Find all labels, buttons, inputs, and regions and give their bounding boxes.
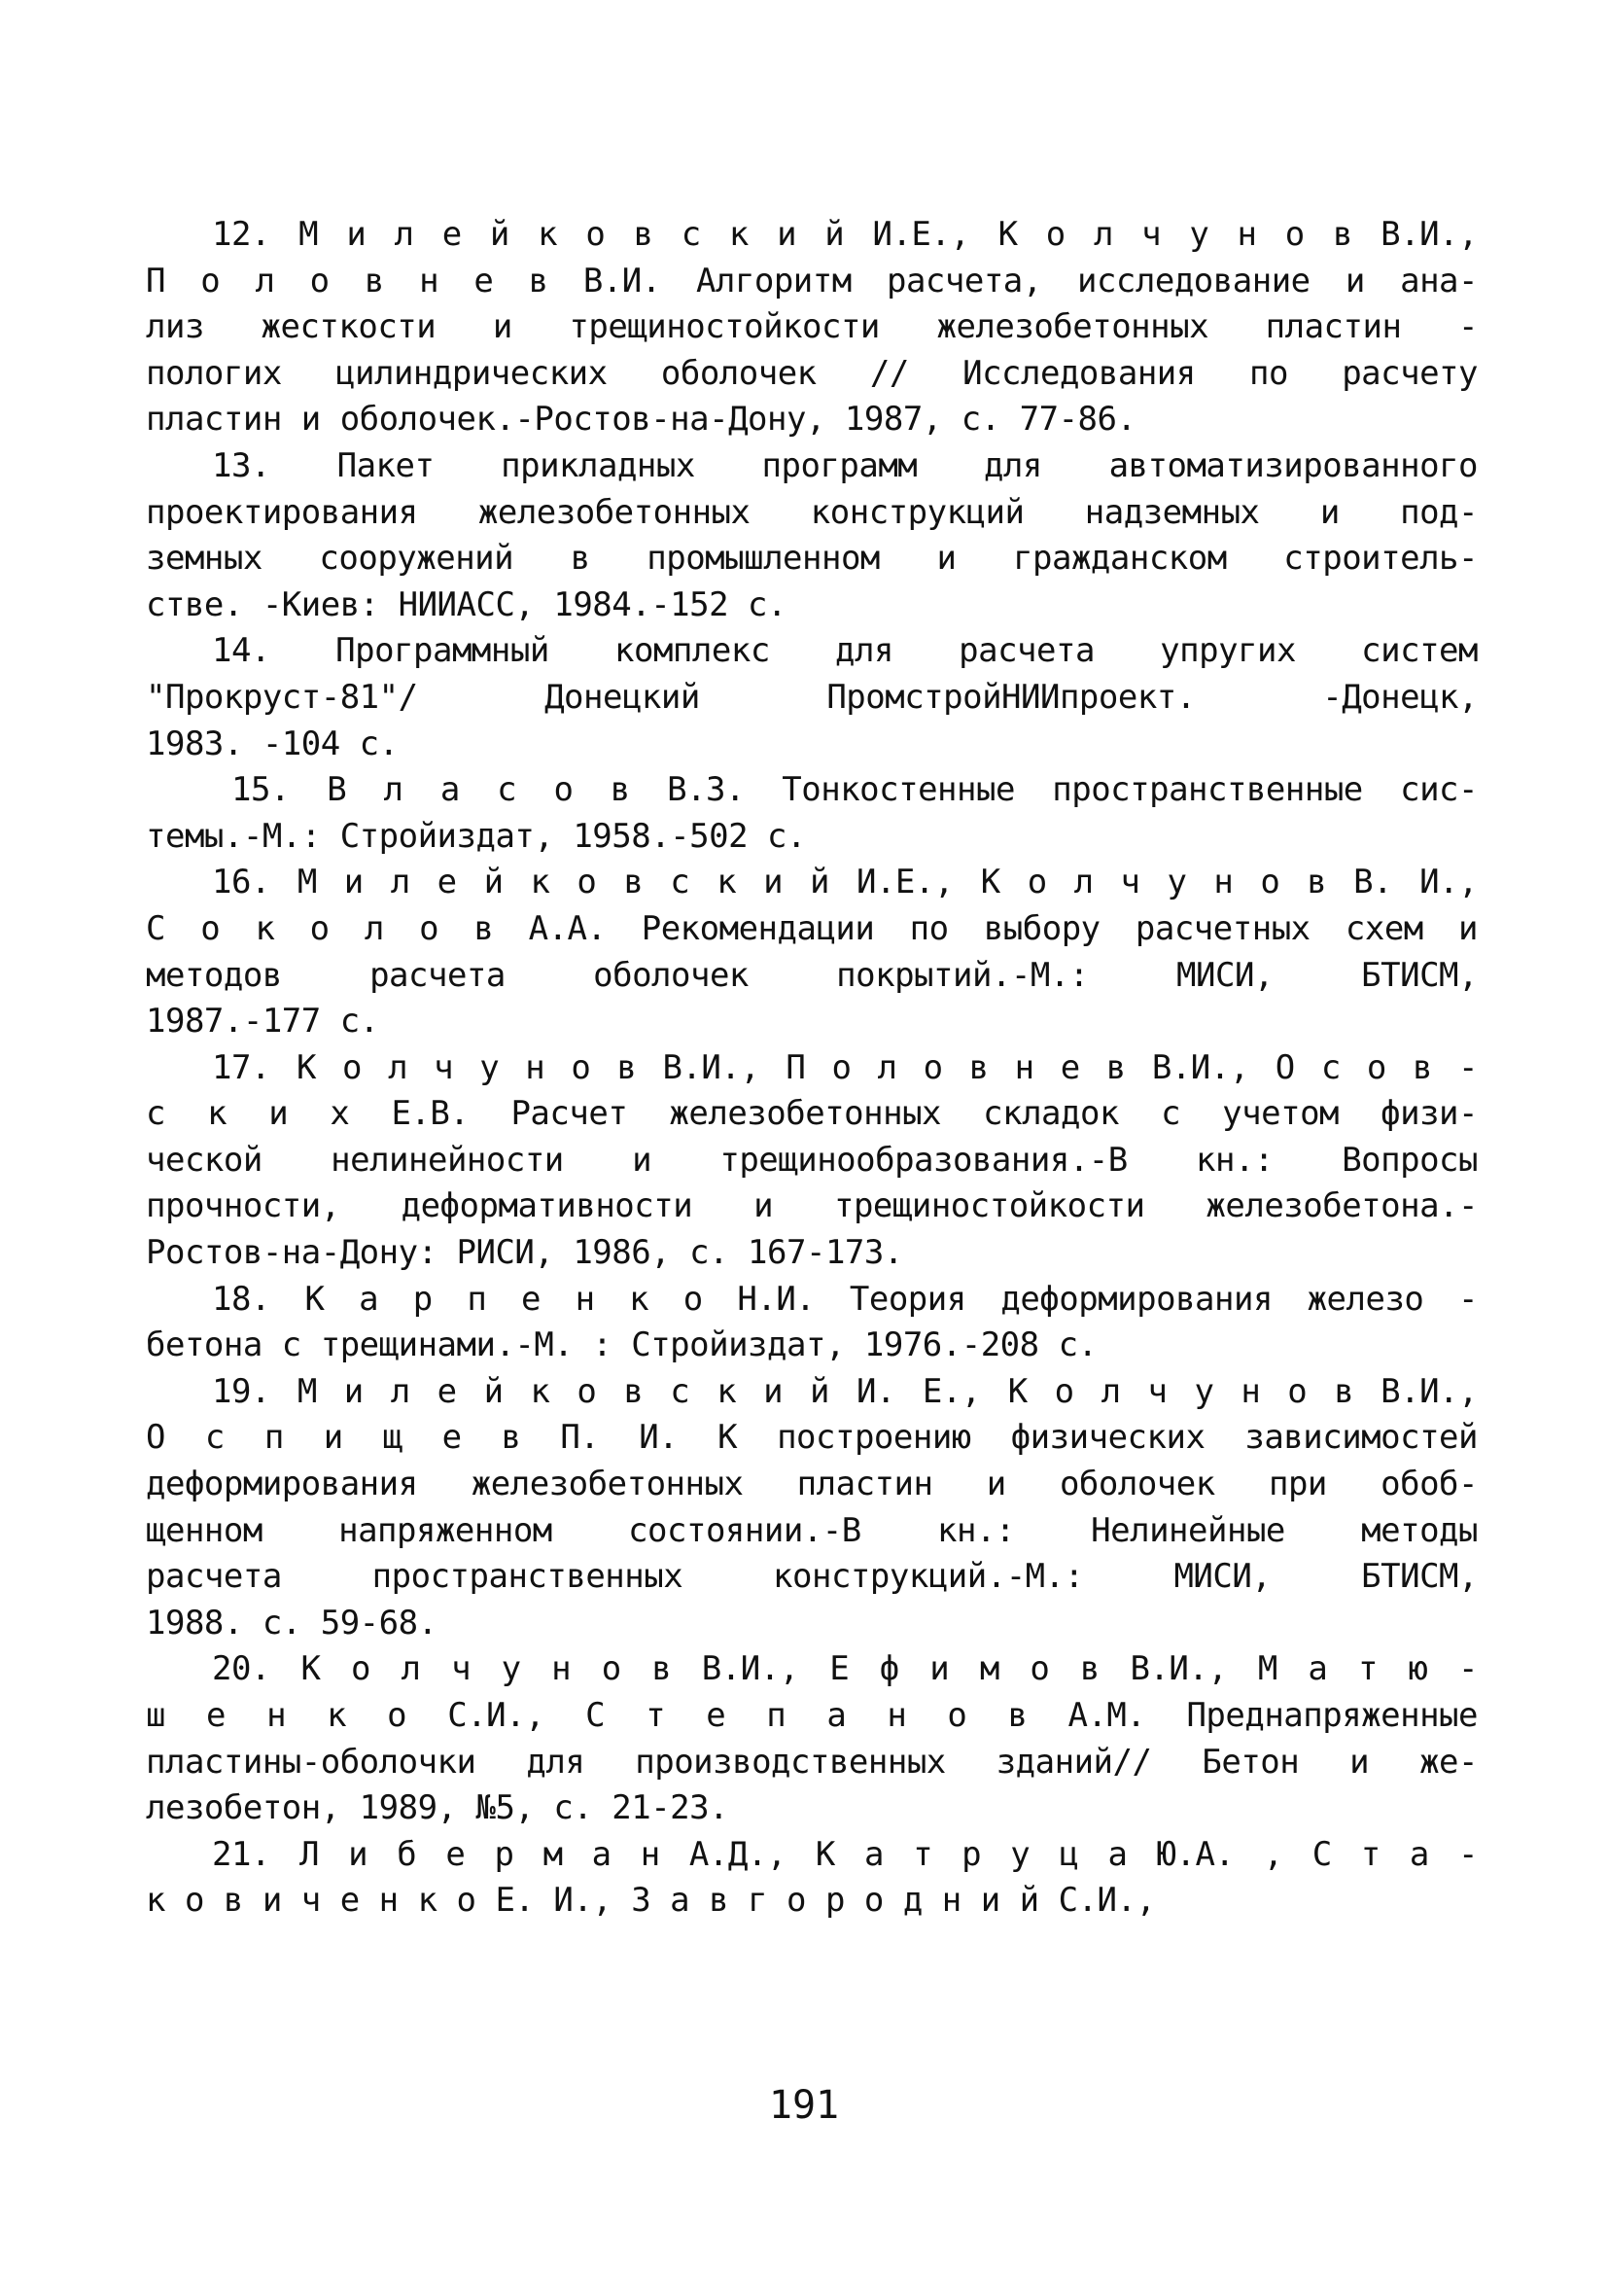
reference-line: 18. К а р п е н к о Н.И. Теория деформирования железо - — [212, 1279, 1478, 1319]
reference-line: С о к о л о в А.А. Рекомендации по выбору расчетных схем и — [146, 908, 1478, 948]
reference-line: щенном напряженном состоянии.-В кн.: Нелинейные методы — [146, 1510, 1478, 1550]
reference-line: пологих цилиндрических оболочек // Исследования по расчету — [146, 353, 1478, 393]
reference-line: 1983. -104 с. — [146, 724, 399, 763]
reference-line: "Прокруст-81"/ Донецкий ПромстройНИИпроект. -Донецк, — [146, 677, 1478, 717]
reference-line: прочности, деформативности и трещиностойкости железобетона.- — [146, 1186, 1478, 1226]
reference-list — [146, 212, 1478, 1925]
reference-line: с к и х Е.В. Расчет железобетонных складок с учетом физи- — [146, 1094, 1478, 1134]
reference-item-16 — [146, 860, 1478, 1044]
reference-line: ш е н к о С.И., С т е п а н о в А.М. Преднапряженные — [146, 1696, 1478, 1735]
reference-item-15 — [146, 767, 1478, 860]
reference-item-12 — [146, 212, 1478, 443]
reference-line: 15. В л а с о в В.З. Тонкостенные пространственные сис- — [231, 770, 1478, 810]
reference-item-21 — [146, 1832, 1478, 1925]
page-number: 191 — [768, 2083, 840, 2128]
reference-line: 13. Пакет прикладных программ для автоматизированного — [212, 445, 1478, 485]
reference-item-18 — [146, 1277, 1478, 1369]
reference-line: пластины-оболочки для производственных зданий// Бетон и же- — [146, 1742, 1478, 1782]
reference-line: проектирования железобетонных конструкций надземных и под- — [146, 492, 1478, 532]
reference-line: О с п и щ е в П. И. К построению физических зависимостей — [146, 1418, 1478, 1458]
reference-line: пластин и оболочек.-Ростов-на-Дону, 1987, с. 77-86. — [146, 400, 1136, 440]
reference-line: 16. М и л е й к о в с к и й И.Е., К о л ч у н о в В. И., — [212, 863, 1478, 902]
reference-line: Ростов-на-Дону: РИСИ, 1986, с. 167-173. — [146, 1233, 903, 1273]
reference-line: 21. Л и б е р м а н А.Д., К а т р у ц а Ю.А. , С т а - — [212, 1834, 1478, 1874]
reference-line: методов расчета оболочек покрытий.-М.: МИСИ, БТИСМ, — [146, 955, 1478, 995]
reference-line: 14. Программный комплекс для расчета упругих систем — [212, 631, 1478, 671]
reference-item-13 — [146, 443, 1478, 628]
reference-item-19 — [146, 1369, 1478, 1647]
reference-line: к о в и ч е н к о Е. И., З а в г о р о д н и й С.И., — [146, 1881, 1156, 1921]
reference-line: стве. -Киев: НИИАСС, 1984.-152 с. — [146, 584, 787, 624]
reference-item-14 — [146, 628, 1478, 767]
reference-line: лиз жесткости и трещиностойкости железобетонных пластин - — [146, 307, 1478, 347]
reference-line: 12. М и л е й к о в с к и й И.Е., К о л ч у н о в В.И., — [212, 215, 1478, 254]
reference-line: 20. К о л ч у н о в В.И., Е ф и м о в В.И., М а т ю - — [212, 1649, 1478, 1689]
reference-line: бетона с трещинами.-М. : Стройиздат, 1976.-208 с. — [146, 1325, 1098, 1365]
reference-line: темы.-М.: Стройиздат, 1958.-502 с. — [146, 816, 806, 856]
reference-line: 1988. с. 59-68. — [146, 1603, 437, 1643]
reference-line: деформирования железобетонных пластин и оболочек при обоб- — [146, 1465, 1478, 1504]
reference-line: земных сооружений в промышленном и гражданском строитель- — [146, 539, 1478, 579]
reference-line: 17. К о л ч у н о в В.И., П о л о в н е в В.И., О с о в - — [212, 1047, 1478, 1087]
reference-line: 19. М и л е й к о в с к и й И. Е., К о л ч у н о в В.И., — [212, 1371, 1478, 1411]
reference-line: ческой нелинейности и трещинообразования.-В кн.: Вопросы — [146, 1140, 1478, 1180]
reference-line: лезобетон, 1989, №5, с. 21-23. — [146, 1788, 729, 1828]
reference-line: П о л о в н е в В.И. Алгоритм расчета, исследование и ана- — [146, 261, 1478, 300]
reference-line: расчета пространственных конструкций.-М.: МИСИ, БТИСМ, — [146, 1557, 1478, 1597]
reference-line: 1987.-177 с. — [146, 1002, 379, 1042]
reference-item-17 — [146, 1045, 1478, 1277]
reference-item-20 — [146, 1646, 1478, 1831]
